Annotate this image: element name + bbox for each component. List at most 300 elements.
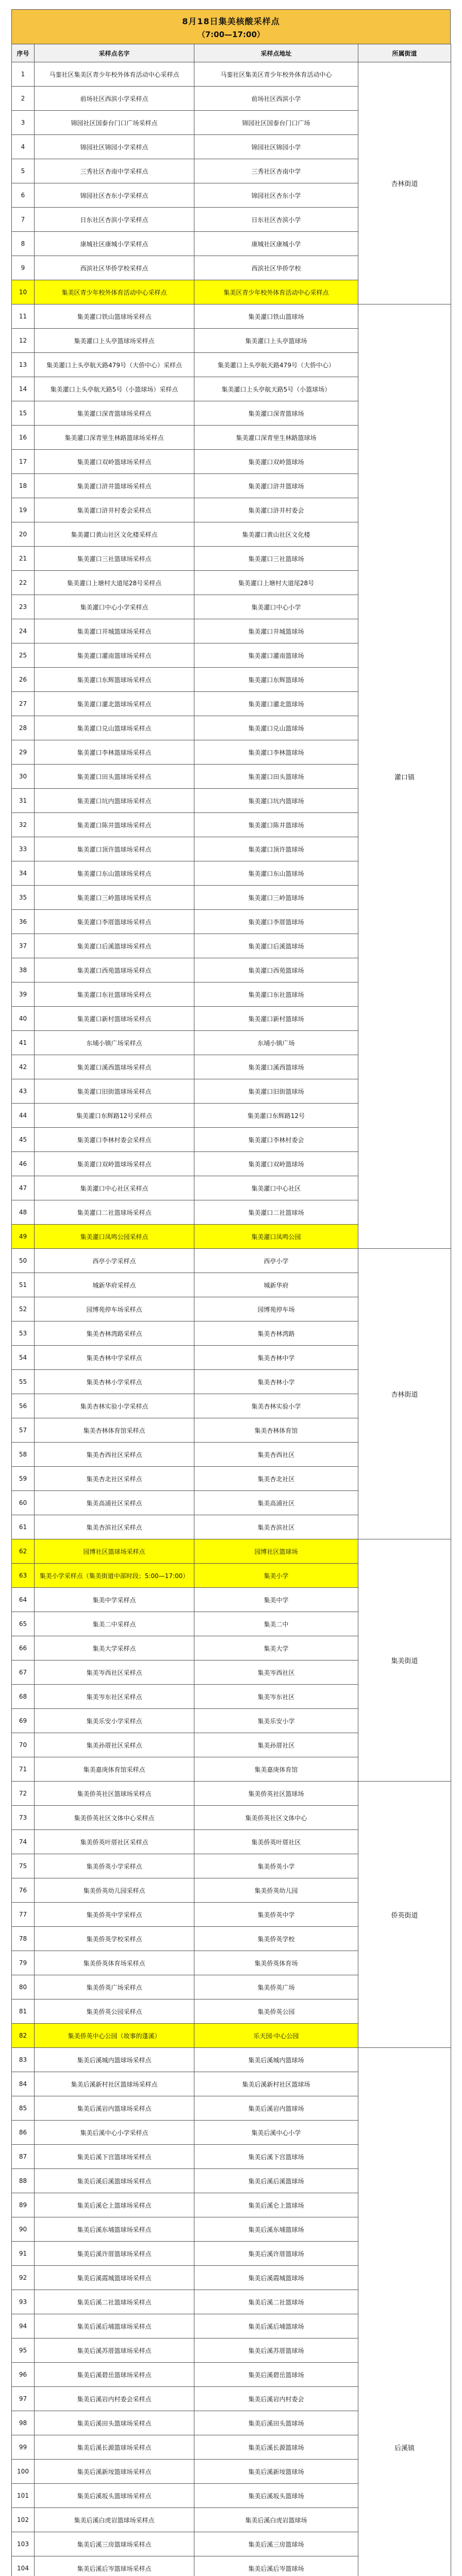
row-number: 18 <box>12 474 35 498</box>
sample-site-name: 集美灌口田头篮球场采样点 <box>35 765 194 789</box>
row-number: 66 <box>12 1636 35 1660</box>
sample-site-address: 前场社区西滨小学 <box>194 87 358 111</box>
sample-site-address: 集美岑西社区 <box>194 1660 358 1685</box>
sample-site-name: 集美灌口后溪篮球场采样点 <box>35 934 194 958</box>
row-number: 74 <box>12 1830 35 1854</box>
row-number: 72 <box>12 1782 35 1806</box>
sample-site-address: 集美后溪后岑篮球场 <box>194 2556 358 2576</box>
row-number: 100 <box>12 2460 35 2484</box>
sample-site-address: 集美灌口上头亭篮球场 <box>194 329 358 353</box>
row-number: 26 <box>12 668 35 692</box>
row-number: 17 <box>12 450 35 474</box>
sample-site-name: 集美高浦社区采样点 <box>35 1491 194 1515</box>
sample-site-name: 集美侨英叶厝社区采样点 <box>35 1830 194 1854</box>
sample-site-name: 集美后溪长源篮球场采样点 <box>35 2435 194 2460</box>
sample-site-name: 集美灌口新村篮球场采样点 <box>35 1007 194 1031</box>
sample-site-address: 集美灌口溪西篮球场 <box>194 1055 358 1079</box>
row-number: 62 <box>12 1539 35 1564</box>
row-number: 50 <box>12 1249 35 1273</box>
sample-site-address: 西亭小学 <box>194 1249 358 1273</box>
row-number: 54 <box>12 1346 35 1370</box>
sample-site-address: 集美后溪白虎岩篮球场 <box>194 2508 358 2532</box>
sample-site-name: 集美灌口李林篮球场采样点 <box>35 740 194 765</box>
row-number: 57 <box>12 1418 35 1443</box>
row-number: 49 <box>12 1225 35 1249</box>
row-number: 43 <box>12 1079 35 1104</box>
sample-site-name: 集美灌口溪西篮球场采样点 <box>35 1055 194 1079</box>
row-number: 48 <box>12 1200 35 1225</box>
sample-site-address: 三秀社区杏南中学 <box>194 159 358 183</box>
sample-site-name: 集美杏西社区采样点 <box>35 1443 194 1467</box>
sample-site-name: 集美后溪坂头篮球场采样点 <box>35 2484 194 2508</box>
sample-site-address: 集美灌口东社篮球场 <box>194 982 358 1007</box>
sample-site-address: 集美侨英叶厝社区 <box>194 1830 358 1854</box>
sample-site-name: 城新华府采样点 <box>35 1273 194 1297</box>
sample-site-name: 集美杏北社区采样点 <box>35 1467 194 1491</box>
sample-site-name: 集美后溪仑上篮球场采样点 <box>35 2193 194 2217</box>
sample-site-name: 集美后溪后溪篮球场采样点 <box>35 2169 194 2193</box>
sample-site-address: 集美二中 <box>194 1612 358 1636</box>
sample-site-name: 集美灌口深青里生林路篮球场采样点 <box>35 426 194 450</box>
sample-site-name: 集美灌口三岭篮球场采样点 <box>35 886 194 910</box>
row-number: 65 <box>12 1612 35 1636</box>
sample-site-address: 园博苑停车场 <box>194 1297 358 1321</box>
sample-site-address: 集美灌口东辉路12号 <box>194 1104 358 1128</box>
sample-site-name: 西滨社区华侨学校采样点 <box>35 256 194 280</box>
sample-site-name: 集美岑东社区采样点 <box>35 1685 194 1709</box>
sample-site-name: 集美乐安小学采样点 <box>35 1709 194 1733</box>
sample-site-name: 集美杏滨社区采样点 <box>35 1515 194 1539</box>
row-number: 87 <box>12 2145 35 2169</box>
row-number: 103 <box>12 2532 35 2556</box>
sample-site-name: 集美灌口兑山篮球场采样点 <box>35 716 194 740</box>
row-number: 11 <box>12 304 35 329</box>
row-number: 91 <box>12 2242 35 2266</box>
sample-site-address: 集美灌口后溪篮球场 <box>194 934 358 958</box>
row-number: 12 <box>12 329 35 353</box>
sample-site-address: 集美杏滨社区 <box>194 1515 358 1539</box>
row-number: 92 <box>12 2266 35 2290</box>
sample-site-name: 集美后溪苏厝篮球场采样点 <box>35 2338 194 2363</box>
sample-site-address: 锦园社区锦园小学 <box>194 135 358 159</box>
sample-site-address: 集美灌口铁山篮球场 <box>194 304 358 329</box>
table-header-row <box>12 44 451 62</box>
row-number: 7 <box>12 208 35 232</box>
sample-site-name: 锦园社区杏东小学采样点 <box>35 183 194 208</box>
sample-site-name: 集美岑西社区采样点 <box>35 1660 194 1685</box>
row-number: 51 <box>12 1273 35 1297</box>
sample-site-address: 乐天园·中心公园 <box>194 2024 358 2048</box>
row-number: 45 <box>12 1128 35 1152</box>
row-number: 82 <box>12 2024 35 2048</box>
sample-site-name: 集美侨英中心公园（故事的蓬溪） <box>35 2024 194 2048</box>
sample-site-name: 园博苑停车场采样点 <box>35 1297 194 1321</box>
sample-site-name: 集美后溪二社篮球场采样点 <box>35 2290 194 2314</box>
sample-site-name: 集美灌口中心小学采样点 <box>35 595 194 619</box>
row-number: 83 <box>12 2048 35 2072</box>
sample-site-address: 集美杏北社区 <box>194 1467 358 1491</box>
row-number: 93 <box>12 2290 35 2314</box>
table-row <box>12 1539 451 1564</box>
sample-site-name: 集美灌口陈井篮球场采样点 <box>35 813 194 837</box>
col-header-street: 所属街道 <box>358 44 451 62</box>
sample-site-name: 康城社区康城小学采样点 <box>35 232 194 256</box>
sample-site-address: 集美后溪中心小学 <box>194 2121 358 2145</box>
sample-site-address: 集美后溪下宫篮球场 <box>194 2145 358 2169</box>
sample-site-address: 集美后溪城内篮球场 <box>194 2048 358 2072</box>
sample-site-address: 集美灌口浒井篮球场 <box>194 474 358 498</box>
row-number: 24 <box>12 619 35 643</box>
table-body <box>12 62 451 2576</box>
sample-site-name: 集美杏林中学采样点 <box>35 1346 194 1370</box>
sample-site-address: 集美灌口田头篮球场 <box>194 765 358 789</box>
row-number: 25 <box>12 643 35 668</box>
sample-site-address: 集美后溪后溪篮球场 <box>194 2169 358 2193</box>
street-name: 杏林街道 <box>358 62 451 304</box>
sample-site-name: 集美灌口上塘村大道尾28号采样点 <box>35 571 194 595</box>
sample-site-address: 集美杏西社区 <box>194 1443 358 1467</box>
row-number: 29 <box>12 740 35 765</box>
sample-site-address: 马銮社区集美区青少年校外体育活动中心 <box>194 62 358 87</box>
sample-site-address: 集美灌口凤鸣公园 <box>194 1225 358 1249</box>
sample-site-address: 集美灌口东辉篮球场 <box>194 668 358 692</box>
street-name: 灌口镇 <box>358 304 451 1249</box>
sample-site-name: 集美后溪许厝篮球场采样点 <box>35 2242 194 2266</box>
row-number: 28 <box>12 716 35 740</box>
row-number: 69 <box>12 1709 35 1733</box>
sample-site-address: 集美侨英小学 <box>194 1854 358 1878</box>
row-number: 59 <box>12 1467 35 1491</box>
page-subtitle: （7:00—17:00） <box>197 30 265 39</box>
row-number: 85 <box>12 2096 35 2121</box>
sample-site-address: 锦园社区国泰台门口广场 <box>194 111 358 135</box>
table-row <box>12 2048 451 2072</box>
sample-site-name: 集美后溪新村社区篮球场采样点 <box>35 2072 194 2096</box>
row-number: 70 <box>12 1733 35 1757</box>
row-number: 99 <box>12 2435 35 2460</box>
sample-site-address: 集美灌口三岭篮球场 <box>194 886 358 910</box>
sample-site-name: 集美灌口凤鸣公园采样点 <box>35 1225 194 1249</box>
sample-site-address: 集美后溪后埔篮球场 <box>194 2314 358 2338</box>
sample-site-address: 城新华府 <box>194 1273 358 1297</box>
table-row <box>12 304 451 329</box>
sample-site-name: 三秀社区杏南中学采样点 <box>35 159 194 183</box>
sample-site-address: 集美侨英广场 <box>194 1975 358 1999</box>
sample-site-address: 集美灌口顶许篮球场 <box>194 837 358 861</box>
row-number: 78 <box>12 1927 35 1951</box>
sample-site-address: 集美中学 <box>194 1588 358 1612</box>
sample-site-name: 集美灌口上头亭航天路479号（大侨中心）采样点 <box>35 353 194 377</box>
row-number: 64 <box>12 1588 35 1612</box>
sample-site-name: 集美灌口李林村委会采样点 <box>35 1128 194 1152</box>
sample-site-name: 集美侨英广场采样点 <box>35 1975 194 1999</box>
sample-site-name: 集美灌口东山篮球场采样点 <box>35 861 194 886</box>
row-number: 80 <box>12 1975 35 1999</box>
sample-site-address: 集美岑东社区 <box>194 1685 358 1709</box>
row-number: 39 <box>12 982 35 1007</box>
sample-site-address: 集美侨英学校 <box>194 1927 358 1951</box>
sample-site-name: 集美灌口东社篮球场采样点 <box>35 982 194 1007</box>
sample-site-address: 集美灌口上头亭航天路5号（小篮球场） <box>194 377 358 401</box>
sample-site-name: 集美灌口旧街篮球场采样点 <box>35 1079 194 1104</box>
sample-site-address: 集美后溪新垵篮球场 <box>194 2460 358 2484</box>
sample-site-address: 集美侨英社区篮球场 <box>194 1782 358 1806</box>
sample-site-address: 集美杏林中学 <box>194 1346 358 1370</box>
sample-site-address: 集美侨英公园 <box>194 1999 358 2024</box>
sample-site-address: 集美灌口上塘村大道尾28号 <box>194 571 358 595</box>
sample-site-address: 园博社区篮球场 <box>194 1539 358 1564</box>
row-number: 31 <box>12 789 35 813</box>
sample-site-name: 集美灌口三社篮球场采样点 <box>35 547 194 571</box>
sample-site-address: 日东社区杏滨小学 <box>194 208 358 232</box>
sample-site-address: 集美后溪苏厝篮球场 <box>194 2338 358 2363</box>
row-number: 13 <box>12 353 35 377</box>
row-number: 84 <box>12 2072 35 2096</box>
row-number: 63 <box>12 1564 35 1588</box>
row-number: 41 <box>12 1031 35 1055</box>
row-number: 15 <box>12 401 35 426</box>
col-header-name: 采样点名字 <box>35 44 194 62</box>
sample-site-address: 集美后溪霞城篮球场 <box>194 2266 358 2290</box>
row-number: 73 <box>12 1806 35 1830</box>
sample-site-name: 集美杏林湾路采样点 <box>35 1321 194 1346</box>
row-number: 97 <box>12 2387 35 2411</box>
sample-site-address: 集美后溪许厝篮球场 <box>194 2242 358 2266</box>
sample-site-address: 集美灌口深青篮球场 <box>194 401 358 426</box>
sample-site-address: 康城社区康城小学 <box>194 232 358 256</box>
sample-site-address: 集美灌口兑山篮球场 <box>194 716 358 740</box>
sample-site-name: 集美后溪田头篮球场采样点 <box>35 2411 194 2435</box>
sample-site-address: 集美灌口新村篮球场 <box>194 1007 358 1031</box>
sample-site-address: 集美侨英体育场 <box>194 1951 358 1975</box>
sample-site-address: 集美侨英中学 <box>194 1903 358 1927</box>
sample-site-address: 集美后溪长源篮球场 <box>194 2435 358 2460</box>
row-number: 79 <box>12 1951 35 1975</box>
sample-site-name: 集美二中采样点 <box>35 1612 194 1636</box>
sample-site-address: 集美后溪二社篮球场 <box>194 2290 358 2314</box>
col-header-no: 序号 <box>12 44 35 62</box>
page-title: 8月18日集美核酸采样点 <box>182 16 280 26</box>
sample-site-address: 集美杏林实验小学 <box>194 1394 358 1418</box>
sample-site-name: 集美后溪中心小学采样点 <box>35 2121 194 2145</box>
sample-site-address: 集美后溪东埔篮球场 <box>194 2217 358 2242</box>
sample-site-name: 马銮社区集美区青少年校外体育活动中心采样点 <box>35 62 194 87</box>
sample-site-name: 集美侨英体育场采样点 <box>35 1951 194 1975</box>
sample-site-name: 集美侨英学校采样点 <box>35 1927 194 1951</box>
sample-site-address: 集美灌口坑内篮球场 <box>194 789 358 813</box>
row-number: 71 <box>12 1757 35 1782</box>
sample-site-address: 集美杏林小学 <box>194 1370 358 1394</box>
row-number: 56 <box>12 1394 35 1418</box>
sample-site-name: 集美后溪碧岳篮球场采样点 <box>35 2363 194 2387</box>
row-number: 38 <box>12 958 35 982</box>
sample-site-name: 集美后溪后埔篮球场采样点 <box>35 2314 194 2338</box>
sample-site-name: 集美后溪下宫篮球场采样点 <box>35 2145 194 2169</box>
sample-site-address: 集美小学 <box>194 1564 358 1588</box>
row-number: 53 <box>12 1321 35 1346</box>
row-number: 102 <box>12 2508 35 2532</box>
sample-site-name: 集美区青少年校外体育活动中心采样点 <box>35 280 194 304</box>
sample-site-name: 集美灌口浒井篮球场采样点 <box>35 474 194 498</box>
row-number: 32 <box>12 813 35 837</box>
sample-site-name: 集美灌口铁山篮球场采样点 <box>35 304 194 329</box>
sample-site-address: 集美后溪仑上篮球场 <box>194 2193 358 2217</box>
sample-site-name: 集美后溪后岑篮球场采样点 <box>35 2556 194 2576</box>
sample-site-name: 前场社区西滨小学采样点 <box>35 87 194 111</box>
row-number: 33 <box>12 837 35 861</box>
row-number: 3 <box>12 111 35 135</box>
row-number: 20 <box>12 522 35 547</box>
street-name: 侨英街道 <box>358 1782 451 2048</box>
sample-site-name: 集美灌口上头亭篮球场采样点 <box>35 329 194 353</box>
sample-site-address: 集美灌口浒井村委会 <box>194 498 358 522</box>
sample-site-name: 集美侨英社区文体中心采样点 <box>35 1806 194 1830</box>
sample-site-address: 集美孙厝社区 <box>194 1733 358 1757</box>
row-number: 14 <box>12 377 35 401</box>
row-number: 77 <box>12 1903 35 1927</box>
sample-site-address: 集美区青少年校外体育活动中心采样点 <box>194 280 358 304</box>
row-number: 10 <box>12 280 35 304</box>
sample-site-address: 集美灌口中心小学 <box>194 595 358 619</box>
row-number: 98 <box>12 2411 35 2435</box>
sample-site-address: 集美侨英社区文体中心 <box>194 1806 358 1830</box>
sample-site-name: 集美杏林小学采样点 <box>35 1370 194 1394</box>
sample-site-address: 集美灌口黄山社区文化楼 <box>194 522 358 547</box>
sample-site-address: 东埔小镇广场 <box>194 1031 358 1055</box>
sample-site-name: 日东社区杏滨小学采样点 <box>35 208 194 232</box>
sample-site-address: 集美灌口灌南篮球场 <box>194 643 358 668</box>
row-number: 36 <box>12 910 35 934</box>
sample-site-address: 集美后溪田头篮球场 <box>194 2411 358 2435</box>
row-number: 5 <box>12 159 35 183</box>
row-number: 75 <box>12 1854 35 1878</box>
row-number: 94 <box>12 2314 35 2338</box>
sample-site-address: 锦园社区杏东小学 <box>194 183 358 208</box>
sample-site-address: 集美灌口东山篮球场 <box>194 861 358 886</box>
row-number: 42 <box>12 1055 35 1079</box>
sample-site-name: 集美中学采样点 <box>35 1588 194 1612</box>
sample-site-name: 集美嘉庚体育馆采样点 <box>35 1757 194 1782</box>
sample-site-address: 集美后溪新村社区篮球场 <box>194 2072 358 2096</box>
sample-site-address: 集美后溪岩内村委会 <box>194 2387 358 2411</box>
sample-site-address: 集美灌口中心社区 <box>194 1176 358 1200</box>
row-number: 88 <box>12 2169 35 2193</box>
sample-site-address: 西滨社区华侨学校 <box>194 256 358 280</box>
row-number: 44 <box>12 1104 35 1128</box>
sample-site-name: 集美后溪新垵篮球场采样点 <box>35 2460 194 2484</box>
sample-site-address: 集美灌口井城篮球场 <box>194 619 358 643</box>
sample-site-address: 集美灌口双岭篮球场 <box>194 1152 358 1176</box>
sampling-sheet <box>11 9 451 2576</box>
row-number: 6 <box>12 183 35 208</box>
sample-site-address: 集美后溪碧岳篮球场 <box>194 2363 358 2387</box>
row-number: 4 <box>12 135 35 159</box>
sample-site-name: 集美侨英社区篮球场采样点 <box>35 1782 194 1806</box>
sample-site-address: 集美大学 <box>194 1636 358 1660</box>
row-number: 96 <box>12 2363 35 2387</box>
sample-site-address: 集美灌口陈井篮球场 <box>194 813 358 837</box>
row-number: 2 <box>12 87 35 111</box>
row-number: 1 <box>12 62 35 87</box>
sample-site-address: 集美灌口李林村委会 <box>194 1128 358 1152</box>
sample-site-name: 集美侨英中学采样点 <box>35 1903 194 1927</box>
sample-site-name: 西亭小学采样点 <box>35 1249 194 1273</box>
sample-site-address: 集美灌口旧街篮球场 <box>194 1079 358 1104</box>
row-number: 27 <box>12 692 35 716</box>
row-number: 95 <box>12 2338 35 2363</box>
title-block <box>11 9 451 44</box>
sample-site-name: 集美后溪岩内村委会采样点 <box>35 2387 194 2411</box>
row-number: 19 <box>12 498 35 522</box>
row-number: 37 <box>12 934 35 958</box>
sample-site-name: 集美后溪白虎岩篮球场采样点 <box>35 2508 194 2532</box>
street-name: 杏林街道 <box>358 1249 451 1539</box>
sample-site-name: 锦园社区国泰台门口广场采样点 <box>35 111 194 135</box>
table-row <box>12 1782 451 1806</box>
sample-site-name: 集美灌口二社篮球场采样点 <box>35 1200 194 1225</box>
sample-site-name: 集美灌口坑内篮球场采样点 <box>35 789 194 813</box>
sample-site-name: 集美灌口灌北篮球场采样点 <box>35 692 194 716</box>
sample-site-name: 集美灌口浒井村委会采样点 <box>35 498 194 522</box>
sample-site-name: 东埔小镇广场采样点 <box>35 1031 194 1055</box>
table-row <box>12 62 451 87</box>
row-number: 76 <box>12 1878 35 1903</box>
sample-site-name: 集美侨英幼儿园采样点 <box>35 1878 194 1903</box>
sample-site-address: 集美灌口二社篮球场 <box>194 1200 358 1225</box>
row-number: 16 <box>12 426 35 450</box>
sample-site-name: 集美侨英公园采样点 <box>35 1999 194 2024</box>
sample-site-name: 集美灌口东辉路12号采样点 <box>35 1104 194 1128</box>
sample-site-name: 集美杏林体育馆采样点 <box>35 1418 194 1443</box>
row-number: 8 <box>12 232 35 256</box>
row-number: 30 <box>12 765 35 789</box>
sample-site-name: 集美灌口西苑篮球场采样点 <box>35 958 194 982</box>
row-number: 68 <box>12 1685 35 1709</box>
row-number: 67 <box>12 1660 35 1685</box>
row-number: 9 <box>12 256 35 280</box>
table-row <box>12 1249 451 1273</box>
sample-site-name: 集美杏林实验小学采样点 <box>35 1394 194 1418</box>
sample-site-name: 集美灌口井城篮球场采样点 <box>35 619 194 643</box>
street-name: 集美街道 <box>358 1539 451 1782</box>
sample-site-name: 集美灌口灌南篮球场采样点 <box>35 643 194 668</box>
sample-site-address: 集美乐安小学 <box>194 1709 358 1733</box>
row-number: 101 <box>12 2484 35 2508</box>
row-number: 104 <box>12 2556 35 2576</box>
row-number: 52 <box>12 1297 35 1321</box>
sample-site-address: 集美灌口李林篮球场 <box>194 740 358 765</box>
sample-site-name: 集美后溪岩内篮球场采样点 <box>35 2096 194 2121</box>
sample-site-name: 集美后溪三房篮球场采样点 <box>35 2532 194 2556</box>
street-name: 后溪镇 <box>358 2048 451 2576</box>
sample-site-address: 集美后溪三房篮球场 <box>194 2532 358 2556</box>
row-number: 47 <box>12 1176 35 1200</box>
sample-site-address: 集美灌口双岭篮球场 <box>194 450 358 474</box>
row-number: 90 <box>12 2217 35 2242</box>
row-number: 61 <box>12 1515 35 1539</box>
sample-site-address: 集美灌口三社篮球场 <box>194 547 358 571</box>
row-number: 86 <box>12 2121 35 2145</box>
sample-site-address: 集美灌口上头亭航天路479号（大侨中心） <box>194 353 358 377</box>
row-number: 58 <box>12 1443 35 1467</box>
sample-site-name: 集美灌口黄山社区文化楼采样点 <box>35 522 194 547</box>
sample-site-address: 集美后溪岩内篮球场 <box>194 2096 358 2121</box>
row-number: 55 <box>12 1370 35 1394</box>
sample-site-name: 集美灌口深青篮球场采样点 <box>35 401 194 426</box>
row-number: 81 <box>12 1999 35 2024</box>
sample-site-name: 集美灌口中心社区采样点 <box>35 1176 194 1200</box>
sample-site-address: 集美灌口灌北篮球场 <box>194 692 358 716</box>
